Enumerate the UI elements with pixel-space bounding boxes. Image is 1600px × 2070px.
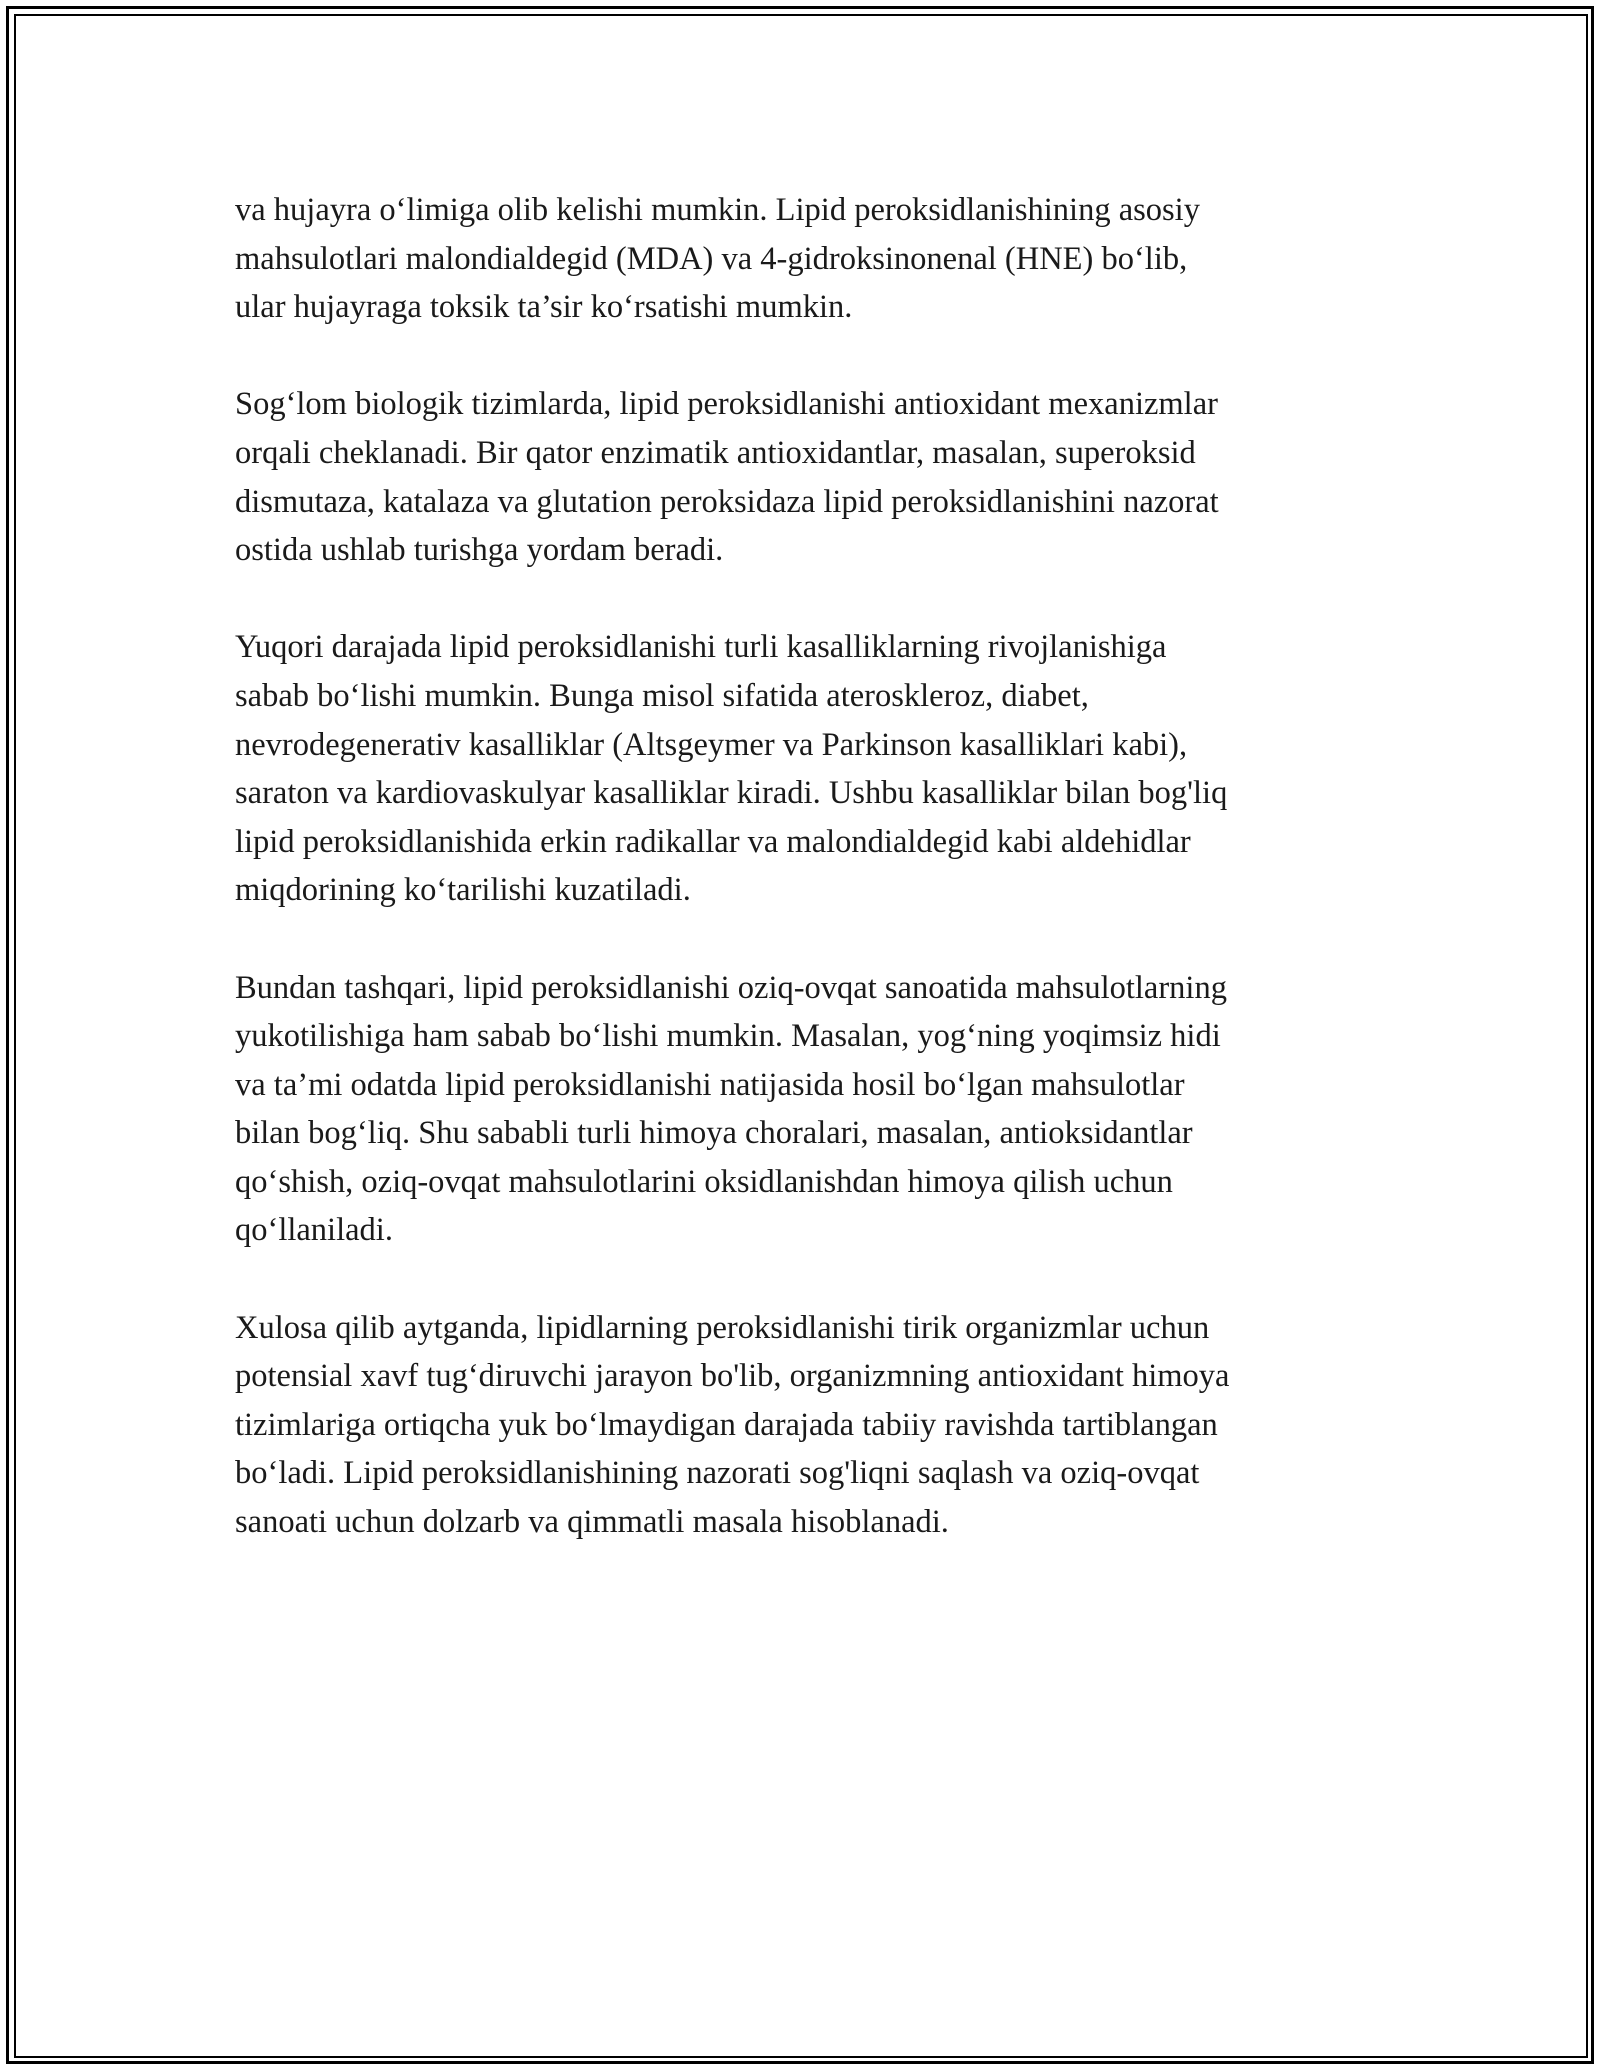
paragraph: Xulosa qilib aytganda, lipidlarning peroksidlanishi tirik organizmlar uchun potensial xavf tug‘diruvchi jarayon bo'lib, organizmning antioxidant himoya tizimlariga ortiqcha yuk bo‘lmaydigan darajada tabiiy ravishda tartiblangan bo‘ladi. Lipid peroksidlanishining nazorati sog'liqni saqlash va oziq-ovqat sanoati uchun dolzarb va qimmatli masala hisoblanadi. (235, 1309, 1230, 1541)
paragraph: Bundan tashqari, lipid peroksidlanishi oziq-ovqat sanoatida mahsulotlarning yukotilishiga ham sabab bo‘lishi mumkin. Masalan, yog‘ning yoqimsiz hidi va ta’mi odatda lipid peroksidlanishi natijasida hosil bo‘lgan mahsulotlar bilan bog‘liq. Shu sababli turli himoya choralari, masalan, antioksidantlar qo‘shish, oziq-ovqat mahsulotlarini oksidlanishdan himoya qilish uchun qo‘llaniladi. (235, 969, 1227, 1249)
paragraph: Yuqori darajada lipid peroksidlanishi turli kasalliklarning rivojlanishiga sabab bo‘lishi mumkin. Bunga misol sifatida ateroskleroz, diabet, nevrodegenerativ kasalliklar (Altsgeymer va Parkinson kasalliklari kabi), saraton va kardiovaskulyar kasalliklar kiradi. Ushbu kasalliklar bilan bog'liq lipid peroksidlanishida erkin radikallar va malondialdegid kabi aldehidlar miqdorining ko‘tarilishi kuzatiladi. (235, 629, 1228, 909)
paragraph: va hujayra o‘limiga olib kelishi mumkin. Lipid peroksidlanishining asosiy mahsulotlari malondialdegid (MDA) va 4-gidroksinonenal (HNE) bo‘lib, ular hujayraga toksik ta’sir ko‘rsatishi mumkin. (235, 192, 1200, 326)
paragraph: Sog‘lom biologik tizimlarda, lipid peroksidlanishi antioxidant mexanizmlar orqali cheklanadi. Bir qator enzimatik antioxidantlar, masalan, superoksid dismutaza, katalaza va glutation peroksidaza lipid peroksidlanishini nazorat ostida ushlab turishga yordam beradi. (235, 386, 1219, 569)
document-body (235, 186, 1375, 1595)
